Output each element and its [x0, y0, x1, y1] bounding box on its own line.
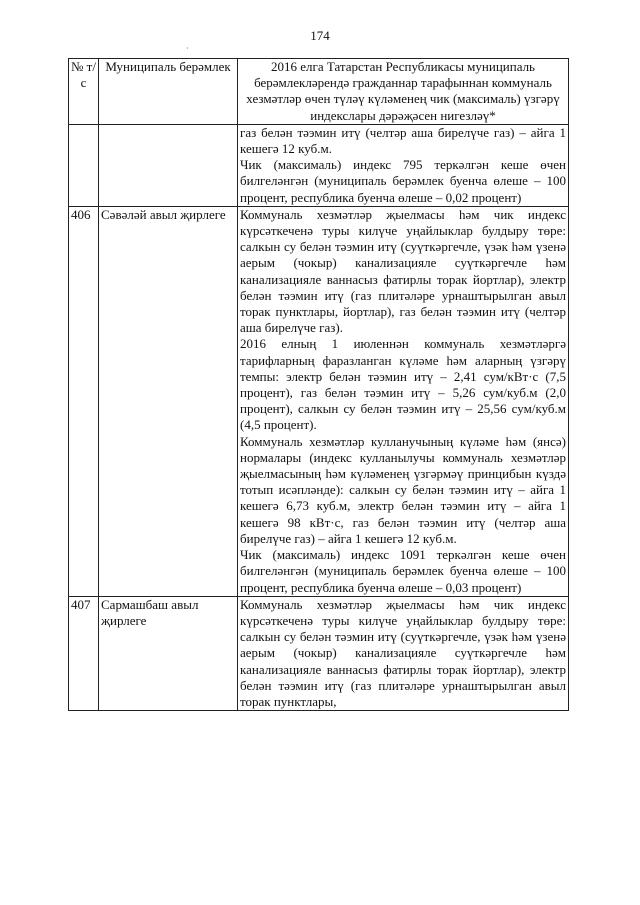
row-paragraph: газ белән тәэмин итү (челтәр аша бирелүче газ) – айга 1 кешегә 12 куб.м. — [240, 124, 566, 157]
header-municipality: Муниципаль берәмлек — [99, 59, 238, 125]
table-row — [69, 124, 569, 206]
row-paragraph: Коммуналь хезмәтләр кулланучының күләме һәм (янсә) нормалары (индекс кулланылучы коммуналь хезмәтләр җыелмасының һәм күләменең үзгәрмәү принцибын күздә тотып исәпләнде): салкын су белән тәэмин итү – айга 1 кешегә 6,73 куб.м, электр белән тәэмин итү – айга 1 кешегә 98 кВт·с, газ белән тәэмин итү (челтәр аша бирелүче газ) – айга 1 кешегә 12 куб.м. — [240, 433, 566, 546]
row-number — [69, 124, 99, 206]
row-paragraph: Чик (максималь) индекс 1091 теркәлгән кеше өчен билгеләнгән (муниципаль берәмлек буенча өлеше – 100 процент, республика буенча өлеше – 0,03 процент) — [240, 547, 566, 595]
table-row — [69, 206, 569, 596]
row-text — [238, 206, 569, 596]
row-municipality — [99, 124, 238, 206]
row-municipality: Сармашбаш авыл җирлеге — [99, 596, 238, 710]
row-paragraph: 2016 елның 1 июленнән коммуналь хезмәтләргә тарифларның фаразланган күләме һәм аларның үзгәрү темпы: электр белән тәэмин итү – 2,41 сум/кВт·с (7,5 процент), газ белән тәэмин итү – 5,26 сум/куб.м (2,0 процент), салкын су белән тәэмин итү – 25,56 сум/куб.м (4,5 процент). — [240, 336, 566, 433]
header-number: № т/с — [69, 59, 99, 125]
page-number: 174 — [310, 28, 330, 43]
row-paragraph: Коммуналь хезмәтләр җыелмасы һәм чик индекс күрсәткеченә туры килүче уңайлыклар булдыру төре: салкын су белән тәэмин итү (суүткәргечле, үзәк һәм үзенә аерым (чокыр) канализацияле суүткәргечле һәм канализацияле ваннасыз фатирлы торак йортлар), электр белән тәэмин итү (газ плитәләре урнаштырылган авыл торак пунктлары, йортлар), газ белән тәэмин итү (челтәр аша бирелүче газ). — [240, 206, 566, 336]
row-number: 407 — [69, 596, 99, 710]
table-row — [69, 596, 569, 710]
row-text — [238, 596, 569, 710]
row-number: 406 — [69, 206, 99, 596]
row-text — [238, 124, 569, 206]
row-paragraph: Чик (максималь) индекс 795 теркәлгән кеше өчен билгеләнгән (муниципаль берәмлек буенча өлеше – 100 процент, республика буенча өлеше – 0,02 процент) — [240, 157, 566, 205]
scan-dot: · — [186, 44, 189, 53]
header-justification: 2016 елга Татарстан Республикасы муниципаль берәмлекләрендә гражданнар тарафыннан коммуналь хезмәтләр өчен түләү күләменең чик (максималь) үзгәрү индекслары дәрәҗәсен нигезләү* — [238, 59, 569, 125]
table-header-row — [69, 59, 569, 125]
index-table — [68, 58, 569, 711]
row-municipality: Сәвәләй авыл җирлеге — [99, 206, 238, 596]
row-paragraph: Коммуналь хезмәтләр җыелмасы һәм чик индекс күрсәткеченә туры килүче уңайлыклар булдыру төре: салкын су белән тәэмин итү (суүткәргечле, үзәк һәм үзенә аерым (чокыр) канализацияле суүткәргечле һәм канализацияле ваннасыз фатирлы торак йортлар), электр белән тәэмин итү (газ плитәләре урнаштырылган авыл торак пунктлары, — [240, 596, 566, 709]
